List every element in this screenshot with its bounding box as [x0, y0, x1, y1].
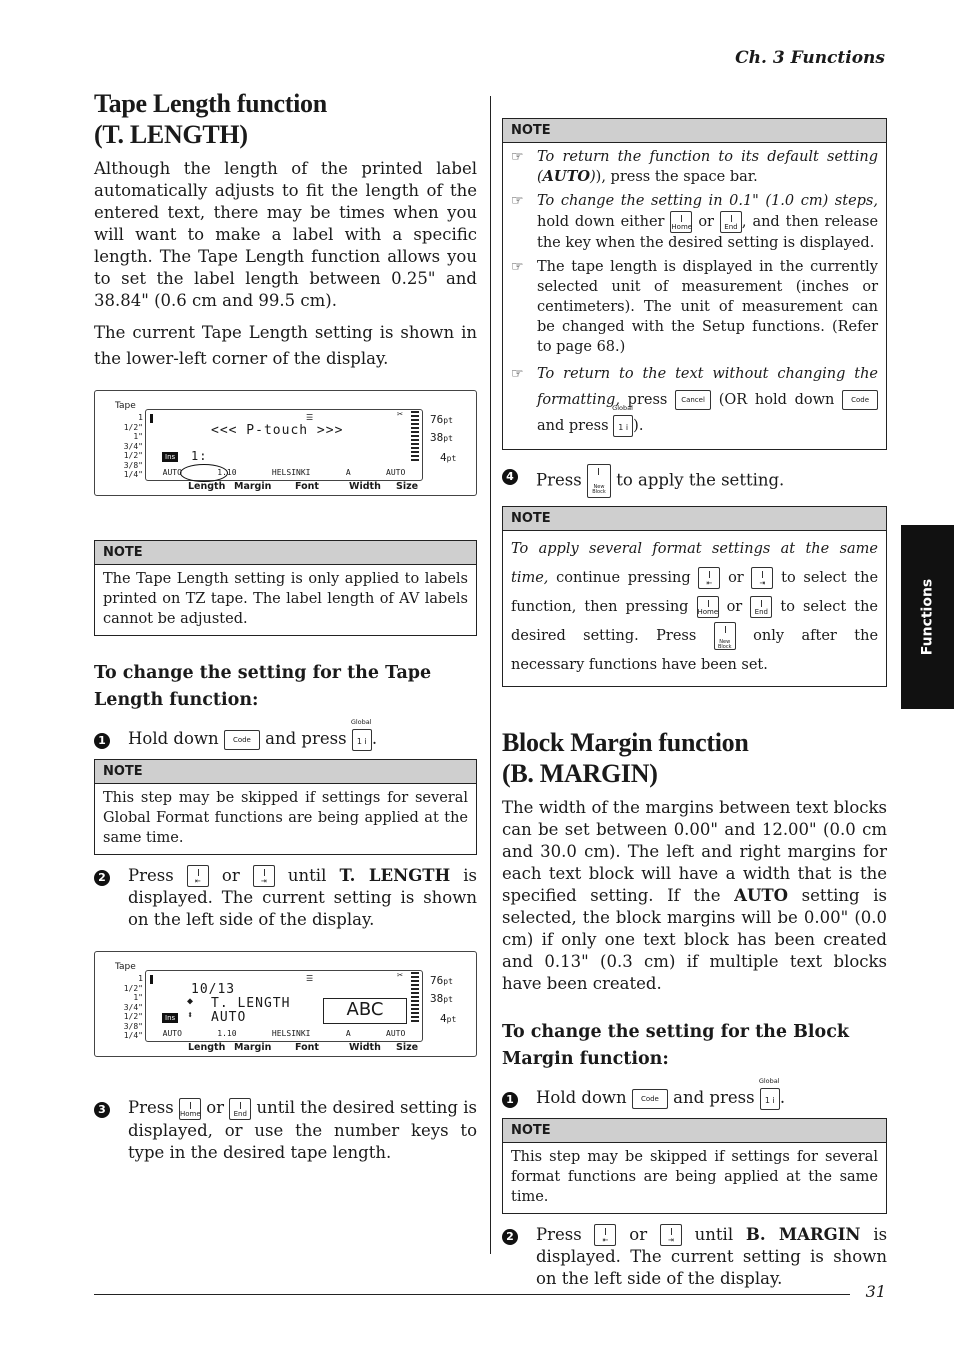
side-tab-label: Functions [919, 578, 936, 656]
left-arrow-key-icon: ⇤ [187, 865, 209, 887]
block-step-2: 2 Press ⇤ or ⇥ until B. MARGIN is displayed. The current setting is shown on the left side of the display. [502, 1224, 887, 1291]
tape-length-subheading: To change the setting for the Tape Length function: [94, 663, 432, 710]
global-key-icon: Global 1 i [613, 415, 633, 437]
global-key-icon: Global 1 i [760, 1088, 780, 1110]
right-arrow-key-icon: ⇥ [253, 865, 275, 887]
note-item: ☞ To change the setting in 0.1" (1.0 cm) steps, hold down either Home or End , and then release the key when the desired setting is displayed. [511, 193, 879, 251]
left-arrow-key-icon: ⇤ [698, 567, 720, 589]
lcd-line-3: AUTO [211, 1010, 247, 1025]
left-column [94, 88, 477, 1164]
step-2: 2 Press ⇤ or ⇥ until T. LENGTH is displayed. The current setting is shown on the left side of the display. [94, 865, 477, 932]
lcd-screen: ☰ Ins [145, 970, 423, 1042]
right-column [502, 118, 887, 1290]
note-several-formats: NOTE To apply several format settings at the same time, continue pressing ⇤ or ⇥ to select the function, then pressing Home or End to select the desired setting. Press New Block only after the necessary functions have been set. [502, 506, 887, 687]
hand-pointer-icon: ☞ [511, 259, 524, 275]
step-1: 1 Hold down Code and press Global 1 i . [94, 728, 477, 751]
left-arrow-key-icon: ⇤ [594, 1224, 616, 1246]
note-item: ☞ To return the function to its default setting (AUTO)), press the space bar. [511, 149, 878, 185]
cursor-bar [150, 414, 153, 423]
hand-pointer-icon: ☞ [511, 149, 524, 165]
status-row: AUTO 1.10 HELSINKI A AUTO [162, 468, 406, 477]
step-4: 4 Press New Block to apply the setting. [502, 464, 887, 498]
note-tz-tape: NOTE The Tape Length setting is only applied to labels printed on TZ tape. The label length of AV labels cannot be adjusted. [94, 540, 477, 636]
lcd-text: <<< P-touch >>> [211, 423, 344, 438]
note-item: ☞ To return to the text without changing the formatting, press Cancel (OR hold down Code and press Global 1 i ). [511, 361, 878, 439]
pt-4: 4pt [440, 451, 457, 464]
tape-length-title: Tape Length function (T. LENGTH) [94, 89, 327, 149]
lcd-cursor-text: 1: [191, 449, 208, 463]
lcd-display-1: Tape 1 1/2" 1" 3/4" 1/2" 3/8" 1/4" ☰ Ins <<< P-touch >>> 1: ✂ 76pt 38pt 4pt AUTO 1.10 HELSINKI A AUTO Length Margin Font Width Size [94, 390, 477, 496]
auto-highlight-circle [180, 464, 228, 482]
lcd-line-2: T. LENGTH [211, 996, 291, 1011]
scissors-icon: ✂ [397, 970, 404, 981]
pt-76: 76pt [430, 413, 453, 426]
hand-pointer-icon: ☞ [511, 366, 524, 382]
block-margin-subheading: To change the setting for the Block Margin function: [502, 1022, 850, 1069]
block-step-1: 1 Hold down Code and press Global 1 i . [502, 1087, 887, 1110]
code-key-icon: Code [632, 1089, 668, 1109]
intro-paragraph: Although the length of the printed label automatically adjusts to fit the length of the entered text, there may be times when you will want to make a label with a specific length. The Tape Length function allows you to set the label length between 0.25" and 38.84" (0.6 cm and 99.5 cm). [94, 159, 477, 310]
column-divider [490, 96, 491, 1254]
new-block-key-icon: New Block [587, 464, 611, 498]
global-key-icon: Global 1 i [352, 729, 372, 751]
cancel-key-icon: Cancel [675, 390, 711, 410]
note-global-skip: NOTE This step may be skipped if settings for several Global Format functions are being applied at the same time. [94, 759, 477, 855]
block-margin-paragraph: The width of the margins between text blocks can be set between 0.00" and 12.00" (0.0 cm and 30.0 cm). The left and right margins for each text block will have a width that is the specified setting. If the AUTO setting is selected, the block margins will be 0.00" (0.0 cm) if only one text block has been created and 0.13" (0.3 cm) if multiple text blocks have been created. [502, 798, 888, 993]
code-key-icon: Code [842, 390, 878, 410]
end-key-icon: End [750, 596, 772, 618]
note-format-skip: NOTE This step may be skipped if settings for several format functions are being applied at the same time. [502, 1118, 887, 1214]
lines-icon: ☰ [306, 974, 314, 983]
size-bar [411, 411, 419, 461]
step-3: 3 Press Home or End until the desired setting is displayed, or use the number keys to type in the desired tape length. [94, 1097, 477, 1164]
code-key-icon: Code [224, 730, 260, 750]
side-tab [901, 525, 954, 709]
page-number: 31 [865, 1282, 886, 1301]
chapter-header: Ch. 3 Functions [735, 48, 885, 68]
note-item: ☞ The tape length is displayed in the currently selected unit of measurement (inches or centimeters). The unit of measurement can be changed with the Setup functions. (Refer to page 68.) [511, 259, 878, 355]
home-key-icon: Home [179, 1098, 201, 1120]
block-margin-title: Block Margin function (B. MARGIN) [502, 728, 749, 788]
display-paragraph: The current Tape Length setting is shown in the lower-left corner of the display. [94, 323, 477, 368]
footer-rule [94, 1294, 850, 1295]
hand-pointer-icon: ☞ [511, 193, 524, 209]
new-block-key-icon: New Block [714, 622, 736, 650]
end-key-icon: End [720, 211, 742, 233]
lines-icon: ☰ [306, 413, 314, 422]
right-arrow-key-icon: ⇥ [751, 567, 773, 589]
pt-38: 38pt [430, 431, 453, 444]
tape-scale: 1 1/2" 1" 3/4" 1/2" 3/8" 1/4" [123, 413, 143, 479]
diamond-icon: ◆ [187, 996, 195, 1007]
abc-preview: ABC [323, 998, 407, 1024]
home-key-icon: Home [670, 211, 692, 233]
right-arrow-key-icon: ⇥ [660, 1224, 682, 1246]
home-key-icon: Home [697, 596, 719, 618]
updown-icon: ⬍ [187, 1010, 195, 1021]
end-key-icon: End [229, 1098, 251, 1120]
scissors-icon: ✂ [397, 409, 404, 420]
tape-label: Tape [115, 401, 136, 411]
lcd-display-2: Tape 1 1/2" 1" 3/4" 1/2" 3/8" 1/4" ☰ Ins 10/13 ◆ T. LENGTH ⬍ AUTO ABC ✂ 76pt 38pt 4pt AUTO 1.10 HELSINKI A AUTO Length Margin Font Width Size [94, 951, 477, 1057]
lcd-line-1: 10/13 [191, 982, 236, 997]
ins-indicator: Ins [162, 452, 178, 462]
note-tips: NOTE ☞ To return the function to its default setting (AUTO)), press the space bar. ☞ To change the setting in 0.1" (1.0 cm) steps, hold down either Home or End , and then release the key when the desired setting is displayed. ☞ The tape length is displayed in the currently selected unit of measurement (inches or centimeters). The unit of measurement can be changed with the Setup functions. (Refer to page 68.) ☞ To return to the text without changing the formatting, press Cancel (OR hold down Code and press Global 1 i ). [502, 118, 887, 450]
